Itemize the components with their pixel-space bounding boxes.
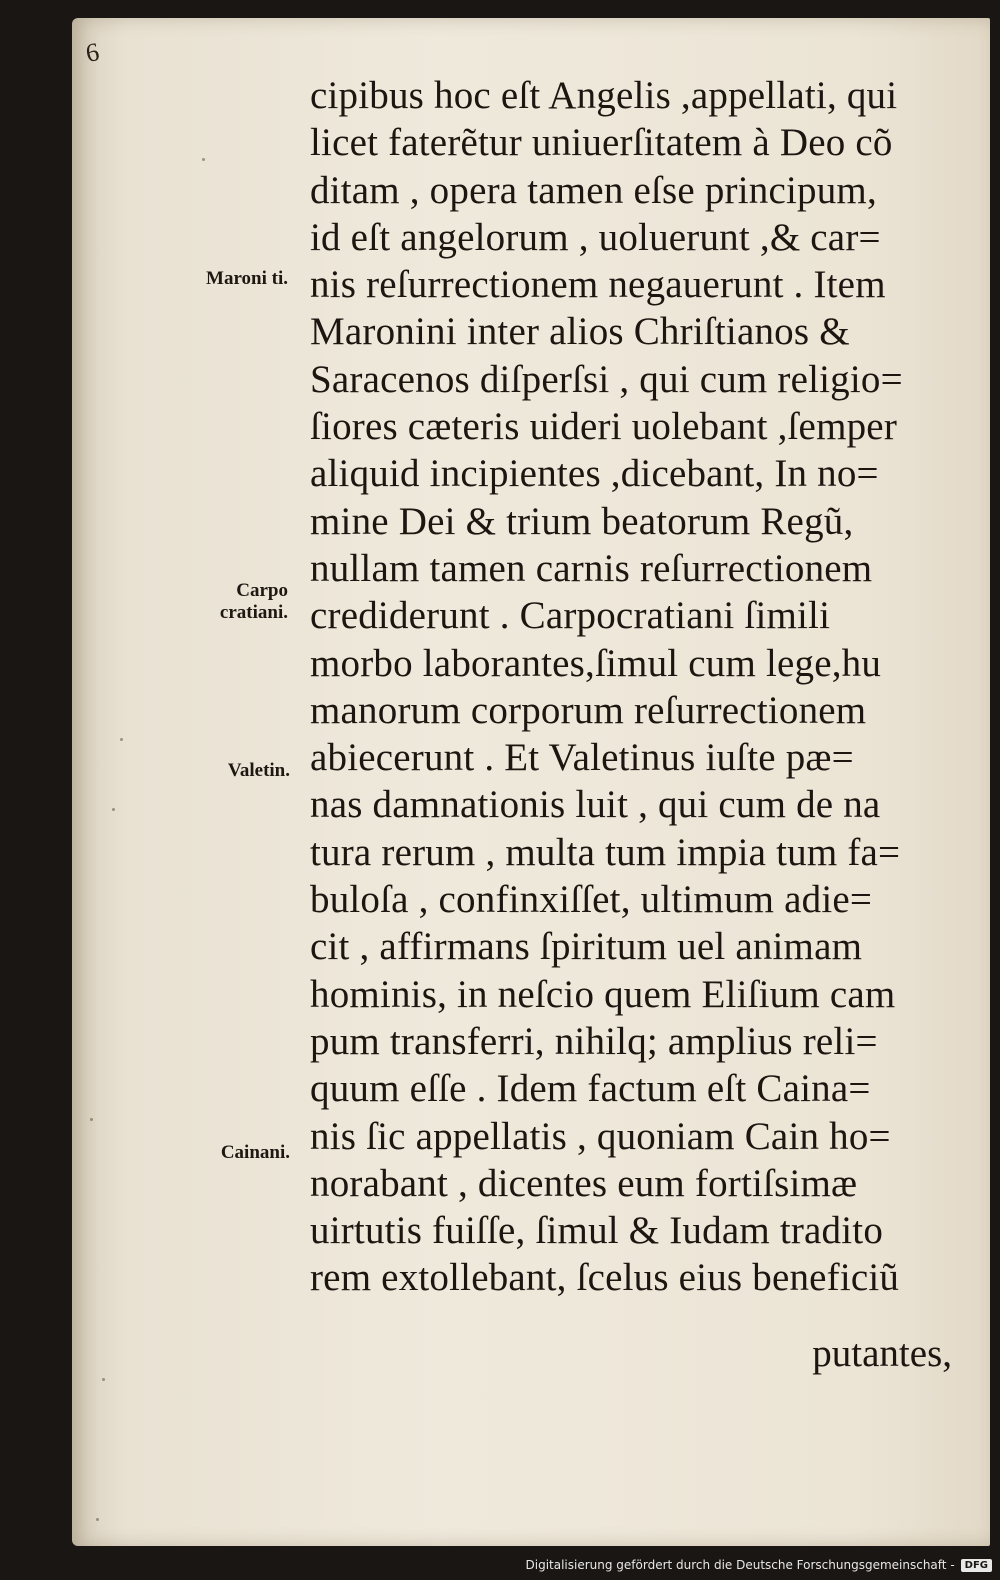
text-line: cit , affirmans ſpiritum uel animam (310, 925, 863, 969)
paper-speck (120, 738, 123, 741)
text-line: mine Dei & trium beatorum Regũ, (310, 499, 854, 543)
text-line: nas damnationis luit , qui cum de na (310, 783, 881, 827)
margin-note-valetin: Valetin. (227, 760, 290, 781)
paper-speck (90, 1118, 93, 1121)
margin-note-cainani: Cainani. (220, 1142, 290, 1163)
paper-speck (112, 808, 115, 811)
text-line: licet faterẽtur uniuerſitatem à Deo cõ (310, 121, 893, 165)
text-line: crediderunt . Carpocratiani ſimili (310, 594, 831, 638)
text-line: manorum corporum reſurrectionem (310, 688, 867, 732)
footer (526, 1554, 993, 1576)
text-line: Maronini inter alios Chriſtianos & (310, 310, 850, 354)
text-line: hominis, in neſcio quem Eliſium cam (310, 972, 896, 1016)
paper-speck (202, 158, 205, 161)
text-line: cipibus hoc eſt Angelis ,appellati, qui (310, 74, 898, 117)
paper-speck (102, 1378, 105, 1381)
text-line: id eſt angelorum , uoluerunt ,& car= (310, 215, 881, 259)
text-line: norabant , dicentes eum fortiſsimæ (310, 1161, 858, 1205)
text-line: nis ſic appellatis , quoniam Cain ho= (310, 1114, 891, 1158)
footer-credit: Digitalisierung gefördert durch die Deutsche Forschungsgemeinschaft - (525, 1558, 955, 1572)
text-line: morbo laborantes,ſimul cum lege,hu (310, 641, 882, 685)
text-line: Saracenos diſperſsi , qui cum religio= (310, 357, 903, 401)
margin-note-maroniti: Maroni ti. (206, 268, 288, 289)
dfg-logo: DFG (961, 1559, 992, 1572)
text-line: rem extollebant, ſcelus eius beneficiũ (310, 1256, 900, 1300)
text-line: nis reſurrectionem negauerunt . Item (310, 263, 886, 307)
text-line: uirtutis fuiſſe, ſimul & Iudam tradito (310, 1209, 884, 1253)
text-line: ditam , opera tamen eſse principum, (310, 168, 877, 212)
text-line: ſiores cæteris uideri uolebant ,ſemper (310, 405, 898, 449)
text-line: pum transferri, nihilq; amplius reli= (310, 1019, 878, 1063)
text-line: quum eſſe . Idem factum eſt Caina= (310, 1067, 871, 1111)
body-text (310, 72, 972, 1302)
text-line: abiecerunt . Et Valetinus iuſte pæ= (310, 736, 854, 780)
catchword: putantes, (812, 1332, 952, 1375)
text-line: nullam tamen carnis reſurrectionem (310, 546, 873, 590)
paper-speck (96, 1518, 99, 1521)
margin-note-carpocratiani: Carpo cratiani. (219, 580, 288, 623)
page-number: 6 (83, 37, 102, 68)
text-line: aliquid incipientes ,dicebant, In no= (310, 452, 879, 496)
text-line: tura rerum , multa tum impia tum fa= (310, 830, 901, 874)
text-line: buloſa , confinxiſſet, ultimum adie= (310, 878, 873, 922)
